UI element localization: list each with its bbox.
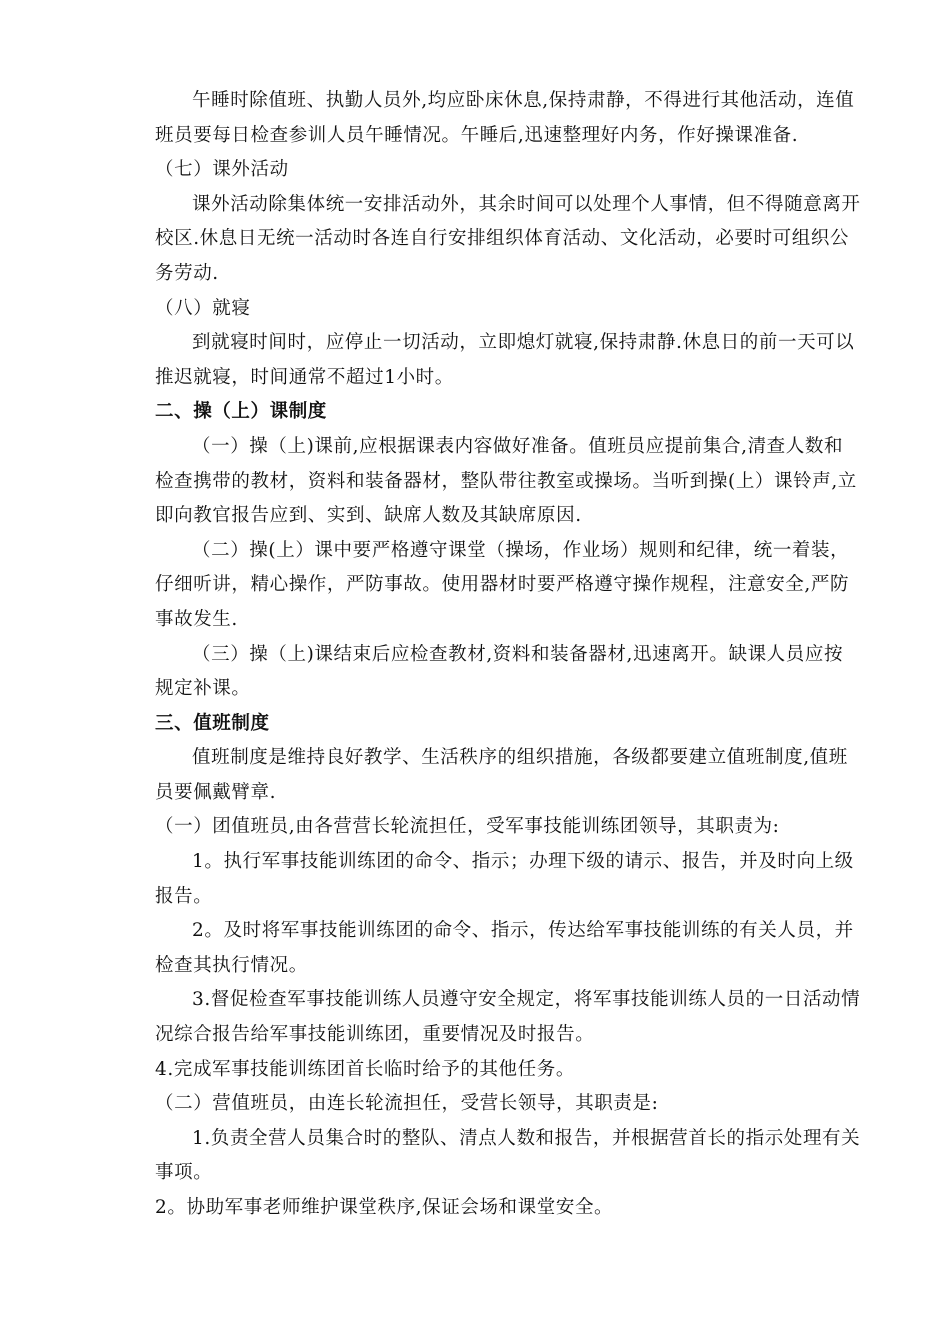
text-line: 课外活动除集体统一安排活动外，其余时间可以处理个人事情，但不得随意离开 [192, 193, 861, 215]
paragraph-duty-intro [118, 741, 848, 810]
text-line: 规定补课。 [155, 678, 251, 700]
subheading-sleep: （八）就寝 [155, 297, 251, 319]
text-line: 况综合报告给军事技能训练团，重要情况及时报告。 [155, 1024, 595, 1046]
subheading-extracurricular: （七）课外活动 [155, 159, 289, 181]
paragraph-class-2 [118, 534, 850, 638]
section-heading-class-rules: 二、操（上）课制度 [155, 401, 327, 423]
text-line: 值班制度是维持良好教学、生活秩序的组织措施，各级都要建立值班制度,值班 [192, 747, 848, 769]
text-line: 班员要每日检查参训人员午睡情况。午睡后,迅速整理好内务，作好操课准备. [155, 124, 799, 146]
text-line: 1。执行军事技能训练团的命令、指示；办理下级的请示、报告，并及时向上级 [192, 851, 854, 873]
text-line: （三）操（上)课结束后应检查教材,资料和装备器材,迅速离开。缺课人员应按 [192, 643, 844, 665]
text-line: 2。及时将军事技能训练团的命令、指示，传达给军事技能训练的有关人员，并 [192, 920, 854, 942]
paragraph-battalion-duty-2: 2。协助军事老师维护课堂秩序,保证会场和课堂安全。 [155, 1197, 614, 1218]
text-line: 员要佩戴臂章. [155, 781, 277, 803]
paragraph-regiment-duty: （一）团值班员,由各营营长轮流担任，受军事技能训练团领导，其职责为: [155, 816, 780, 838]
text-line: 事故发生. [155, 608, 238, 630]
text-line: 仔细听讲，精心操作，严防事故。使用器材时要严格遵守操作规程，注意安全,严防 [155, 574, 850, 596]
paragraph-extracurricular [118, 188, 861, 292]
paragraph-battalion-duty: （二）营值班员，由连长轮流担任，受营长领导，其职责是: [155, 1093, 659, 1115]
text-line: 检查其执行情况。 [155, 954, 308, 976]
text-line: 报告。 [155, 885, 213, 907]
text-line: 检查携带的教材，资料和装备器材，整队带往教室或操场。当听到操(上）课铃声,立 [155, 470, 857, 492]
text-line: 事项。 [155, 1162, 213, 1184]
document-body [118, 84, 861, 1226]
paragraph-regiment-duty-4: 4.完成军事技能训练团首长临时给予的其他任务。 [155, 1058, 575, 1080]
paragraph-class-1 [118, 430, 857, 534]
text-line: 务劳动. [155, 262, 219, 284]
text-line: 午睡时除值班、执勤人员外,均应卧床休息,保持肃静，不得进行其他活动，连值 [192, 90, 855, 111]
paragraph-regiment-duty-3 [118, 983, 861, 1052]
paragraph-nap [118, 84, 855, 153]
paragraph-class-3 [118, 638, 844, 707]
section-heading-duty-rules: 三、值班制度 [155, 712, 270, 734]
paragraph-regiment-duty-2 [118, 914, 854, 983]
text-line: 校区.休息日无统一活动时各连自行安排组织体育活动、文化活动，必要时可组织公 [155, 228, 850, 250]
text-line: 即向教官报告应到、实到、缺席人数及其缺席原因. [155, 505, 582, 527]
text-line: 3.督促检查军事技能训练人员遵守安全规定，将军事技能训练人员的一日活动情 [192, 989, 861, 1011]
paragraph-regiment-duty-1 [118, 845, 854, 914]
text-line: 1.负责全营人员集合时的整队、清点人数和报告，并根据营首长的指示处理有关 [192, 1127, 861, 1149]
paragraph-sleep [118, 326, 855, 395]
text-line: 到就寝时间时，应停止一切活动，立即熄灯就寝,保持肃静.休息日的前一天可以 [192, 332, 855, 354]
text-line: （二）操(上）课中要严格遵守课堂（操场，作业场）规则和纪律，统一着装， [192, 539, 850, 561]
text-line: 推迟就寝，时间通常不超过1小时。 [155, 366, 454, 388]
text-line: （一）操（上)课前,应根据课表内容做好准备。值班员应提前集合,清查人数和 [192, 435, 844, 457]
paragraph-battalion-duty-1 [118, 1122, 861, 1191]
